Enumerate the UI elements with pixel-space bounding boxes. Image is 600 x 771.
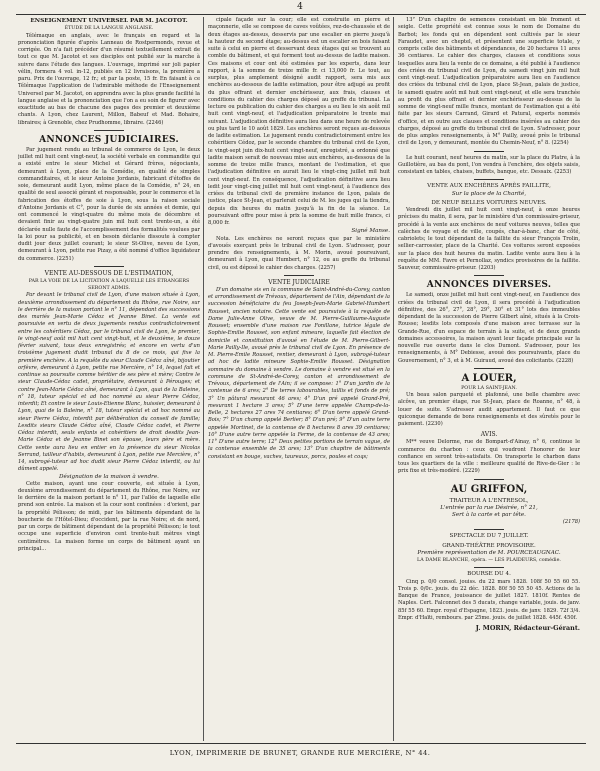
column-2 (208, 17, 390, 739)
printer-imprint: LYON, IMPRIMERIE DE BRUNET, GRANDE RUE MERCIÈRE, N° 44. (169, 749, 431, 757)
a-louer-title: A LOUER, (461, 372, 517, 384)
column-rule (393, 17, 394, 741)
avis-title: AVIS. (480, 431, 498, 439)
column-3 (398, 17, 580, 739)
column-rule (203, 17, 204, 741)
designation-text: Cette maison, ayant une cour couverte, est située à Lyon, deuxième arrondissement du département du Rhône, rue Noire, sur le derrière de la maison portant le n° 11, par l'allée de laquelle elle prend son entrée. La maison et la cour sont confinées : d'orient, par la propriété Pélisson; de midi, par les bâtiments dépendant de la boucherie de l'Hôtel-Dieu; d'occident, par la rue Noire; et de nord, par un corps de bâtiment dépendant de la propriété Pélisson; le tout occupe une superficie d'environ cent trente-huit mètres vingt centimètres. La maison forme un corps de bâtiment ayant un principal... (18, 480, 200, 552)
avis-text: M** veuve Delorme, rue de Bompart-d'Ainay, n° 6, continue le commerce du charbon : ceux qui voudront l'honorer de leur confiance en seront très-satisfaits. On transporte le charbon dans tous les quartiers de la ville : meilleure qualité de Rive-de-Gier : le prix fixe et très-modéré. (2229) (398, 439, 580, 475)
vente-faillite-text: Vendredi dix juillet mil huit cent vingt-neuf, à onze heures précises du matin, il sera, par le ministère d'un commissaire-priseur, procédé à la vente aux enchères de neuf voitures neuves, telles que calèches de voyage et de ville, coupés, char-à-banc, char de côté, cabriolets; le tout dépendant de la faillite du sieur François Trolin, sellier-carrossier, place de la Charité. Ces voitures seront exposées sur la place des huit heures du matin. Ladite vente aura lieu à la requête de MM. Favre et Pernollaz, syndics provisoires de la faillite. Sauveur, commissaire-priseur. (2203) (398, 207, 580, 272)
separator (474, 368, 504, 369)
bottom-rule (16, 743, 586, 744)
bourse-text: Cinq p. 0/0 consol. jouiss. du 22 mars 1828. 108f 50 55 60 55. Trois p. 0/0c. jouis. du 22 déc. 1828. 80f 50 55 50 45. Actions de la Banque de France, jouissance de juillet 1827. 1810f. Rentes de Naples. Cert. Falconnet des 5 ducats, change variable, jouis. de janv. 85f 55 60. Empr. royal d'Espagne, 1823. jouis. de janv. 1829. 72f 3/4. Empr. d'Haïti, rembours. par 25me. jouis. de juillet 1828. 445f. 450f. (398, 578, 580, 621)
annonces-judiciaires-text: Par jugement rendu au tribunal de commerce de Lyon, le deux juillet mil huit cent vingt-neuf, la société verbale en commandite qui a existé entre le sieur Michel et Gérard frères, négociants, demeurant à Lyon, place de la Comédie, en qualité de simples commanditaires, et le sieur Antoine Jordanis, fabricant d'étoffes de soie, demeurant audit Lyon, même place de la Comédie, n° 24, en qualité de seul associé gérant et responsable, pour le commerce et la fabrication des étoffes de soie à Lyon, sous la raison sociale d'Antoine Jordanis et C°, pour la durée de six années et demie, qui ont commencé le vingt-quatre du même mois de décembre et devaient finir au vingt-quatre juin mil huit cent trente-un, a été déclarée nulle faute de l'accomplissement des formalités voulues par la loi pour sa publicité, et en besoin déclarée dissoute à compter dudit jour deux juillet courant; le sieur St-Olive, neveu de Lyon, demeurant à Lyon, petite rue Pizay, a été nommé d'office liquidateur du commerce. (2251) (18, 146, 200, 262)
vente-estimation-title: VENTE AU-DESSOUS DE L'ESTIMATION, (44, 269, 174, 277)
signature: Signé Manse. (351, 228, 390, 235)
enseignement-text: Télémaque en anglais, avec le français en regard et la prononciation figurée d'après Lanneau de Rostpermonds, revue et corrigée. On n'a fait précéder d'un résumé textuellement extrait de tout ce que M. Jacotot et ses disciples ont publié sur la marche à suivre dans l'étude des langues. L'ouvrage, imprimé sur joli papier vélin, formera 4 vol. in-12, publiés en 12 livraisons, la première a paru. Prix de l'ouvrage, 12 fr.; et par la poste, 15 fr. En faisant à ce Télémaque l'application de l'admirable méthode de l'Enseignement Universel par M. Jacotot, on apprendra avec la plus grande facilité la langue anglaise et la prononciation que l'on a eu soin de figurer avec exactitude au bas de chacune des pages des premier et deuxième chants. A Lyon, chez Laurent, Millon, Babeuf et Mad. Bohaire, libraires; à Grenoble, chez Prudhomme, libraire. (2246) (18, 32, 200, 126)
griffon-title: AU GRIFFON, (450, 483, 528, 495)
separator (284, 275, 314, 276)
vente-judiciaire-title: VENTE JUDICIAIRE (268, 278, 330, 286)
separator (474, 567, 504, 568)
griffon-line-1: L'entrée par la rue Désirée, n° 21, (440, 504, 538, 511)
domaine-text: 13° D'un chapitre de semences consistant en blé froment et seigle. Cette propriété est connue sous le nom de Domaine du Barbot; les fonds qui en dépendent sont cultivés par le sieur Faraudet, avec un cheptel, et présentent une superficie totale, y compris celle des bâtiments et dépendances, de 20 hectares 11 ares 36 centiares. Le cahier des charges, clauses et conditions sous lesquelles aura lieu la vente de ce domaine, a été publié à l'audience des criées du tribunal civil de Lyon, du samedi vingt juin mil huit cent vingt-neuf. L'adjudication préparatoire aura lieu en l'audience des criées du tribunal civil de Lyon, place St-Jean, palais de justice, le samedi quatre août mil huit cent vingt-neuf, et elle sera tranchée au profit du plus offrant et dernier enchérisseur au-dessus de la somme de vingt-neuf mille francs, montant de l'estimation qui a été faite par les sieurs Carrand, Girard et Patural, experts nommés d'office, et en outre aux clauses et conditions insérées au cahier des charges, déposé au greffe du tribunal civil de Lyon. S'adresser, pour de plus amples renseignements, à M° Pailly, avoué près le tribunal civil de Lyon, y demeurant, montée du Chemin-Neuf, n° 8. (2254) (398, 17, 580, 147)
vente-continued-text: cipale façade sur la cour; elle est construite en pierre et maçonnerie, elle se compose de caves voûtées, rez-de-chaussée et de deux étages au-dessus, desservis par une escalier en pierre jusqu'à la hauteur du second étage; au-dessus est un escalier en bois faisant suite à celui en pierre et desservant deux étages qui se trouvent au comble du bâtiment, et qui forment tout au-dessus de ladite maison. Ces maisons et cour ont été estimées par les experts, dans leur rapport, à la somme de treize mille fr. ci 13,000 fr. Le tout, au surplus, plus amplement désigné audit rapport, sera mis aux enchères au-dessous de ladite estimation, pour être adjugé au profit du plus offrant et dernier enchérisseur, aux frais, clauses et conditions du cahier des charges déposé au greffe du tribunal. La lecture ou publication du cahier des charges a eu lieu le six août mil huit cent vingt-neuf, et l'adjudication préparatoire le trente mai suivant. L'adjudication définitive aura lieu dans une heure de relevée ou plus tard le 10 août 1829. Les enchères seront reçues au-dessous de ladite estimation. Le jugement rendu contradictoirement entre les cohéritiers Cédoz, par le seconde chambre du tribunal civil de Lyon, le vingt-sept juin dix-huit cent vingt-neuf, enregistré, a ordonné que ladite maison serait de nouveau mise aux enchères, au-dessous de la somme de treize mille francs, montant de l'estimation, et que l'adjudication définitive en aurait lieu le vingt-cinq juillet mil huit cent vingt-neuf. En conséquence, l'adjudication définitive aura lieu ledit jour vingt-cinq juillet mil huit cent vingt-neuf, à l'audience des criées du tribunal civil de première instance de Lyon, palais de justice, place St-Jean, et parlerait celui de M. les juges qui la tiendra, depuis dix heures du matin jusqu'à la fin de la séance. Le poursuivant offre pour mise à prix la somme de huit mille francs, ci 8,000 fr. (208, 17, 390, 226)
enseignement-title: ENSEIGNEMENT UNIVERSEL PAR M. JACOTOT. (30, 18, 188, 24)
spectacle-title: SPECTACLE DU 7 JUILLET. (449, 533, 529, 540)
separator (474, 179, 504, 180)
vente-estimation-text: Par devant le tribunal civil de Lyon, d'une maison située à Lyon, deuxième arrondissement du département du Rhône, rue Noire, sur le derrière de la maison portant le n° 11, dépendant des successions des mariés Jean-Marie Cédoz et Jeanne Binet. La vente est poursuivie en vertu de deux jugements rendus contradictoirement entre les cohéritiers Cédoz, par le tribunal civil de Lyon, le premier, le vingt-neuf août mil huit cent vingt-huit, et le deuxième, le douze février suivant, tous deux enregistrés; et encore en vertu d'un troisième jugement dudit tribunal du 8 de ce mois, qui fixe la première enchère. A la requête du sieur Claude Cédoz aîné, bijoutier orfèvre, demeurant à Lyon, petite rue Mercière, n° 14, lequel fait et continue sa poursuite comme héritier de ses père et mère; Contre le sieur Claude-Cédoz cadet, propriétaire, demeurant à Pérouges; et contre Jean-Marie Cédoz aîné, demeurant à Lyon, quai de la Baleine, n° 18, tuteur spécial et ad hoc nommé au sieur Pierre Cédoz, interdit; Et contre le sieur Louis-Etienne Blanc, huissier, demeurant à Lyon, quai de la Baleine, n° 18, tuteur spécial et ad hoc nommé au sieur Pierre Cédoz, interdit par délibération du conseil de famille; Lesdits sieurs Claude Cédoz aîné, Claude Cédoz cadet, et Pierre Cédoz interdit, seuls enfants et cohéritiers de droit desdits Jean-Marie Cédoz et de Jeanne Binet son épouse, leurs père et mère. Cette vente aura lieu en entier en la présence du sieur Nicolas Serrand, tailleur d'habits, demeurant à Lyon, petite rue Mercière, n° 14, subrogé-tuteur ad hoc dudit sieur Pierre Cédoz interdit, ou lui dûment appelé. (18, 292, 200, 473)
separator (474, 479, 504, 480)
nota-text: Nota. Les enchères ne seront reçues que par le ministère d'avoués exerçant près le tribunal civil de Lyon. S'adresser, pour prendre des renseignements, à M. Morin, avoué poursuivant, demeurant à Lyon, quai Humbert, n° 12, ou au greffe du tribunal civil, ou est déposé le cahier des charges. (2257) (208, 235, 390, 271)
annonces-diverses-title: ANNONCES DIVERSES. (426, 280, 552, 291)
spectacle-subtitle: GRAND-THÉÂTRE PROVISOIRE. (442, 542, 536, 549)
vente-faillite-subtitle: DE NEUF BELLES VOITURES NEUVES. (431, 199, 547, 206)
separator (94, 130, 124, 131)
griffon-code: (2178) (562, 518, 580, 525)
vente-estimation-subtitle: PAR LA VOIE DE LA LICITATION A LAQUELLE LES ÉTRANGERS SERONT ADMIS. (28, 278, 190, 291)
separator (94, 266, 124, 267)
spectacle-line: Première représentation de M. POURCEAUGNAC. (417, 550, 561, 557)
vente-judiciaire-text: D'un domaine sis en la commune de Saint-André-du-Corey, canton et arrondissement de Trévoux, département de l'Ain, dépendant de la succession bénéficiaire du feu Joseph-Jean-Marie Gabriel-Humbert Rousset, ancien notaire. Cette vente est poursuivie à la requête de Dame Julie-Anne Olive, veuve de M. Pierre-Guillaume-Auguste Rousset; ensemble d'une maison rue Fonillane, tutrice légale de Sophie-Emilie Rousset, son enfant mineure, laquelle fait élection de domicile et constitution d'avoué en l'étude de M. Pierre-Gilbert-Marie Pailly-Ile, avoué près le tribunal civil de Lyon. En présence de M. Pierre-Emile Rousset, rentier, demeurant à Lyon, subrogé-tuteur ad hoc de ladite mineure Sophie-Emilie Rousset. Désignation sommaire du domaine à vendre. Le domaine à vendre est situé en la commune de St-André-de-Corey, canton et arrondissement de Trévoux, département de l'Ain; il se compose: 1° D'un jardin de la contenue de 6 ares; 2° De terres labourables, taillis et fonds de pré; 3° Un pâtural mesurant 46 ares; 4° D'un pré appelé Grand-Pré, mesurant 1 hectare 3 ares; 5° D'une terre appelée Champ-de-la-Belle, 2 hectares 27 ares 74 centiares; 6° D'un terre appelé Grand-Bois; 7° D'un champ appelé Berlier; 8° D'un pré; 9° D'un autre terre appelée Mortinet, de la contenue de 8 hectares 8 ares 39 centiares; 10° D'une autre terre appelée la Ferme, de la contenue de 43 ares; 11° D'une autre terre; 12° Deux petites portions de terrain vague, de la contenue ensemble de 35 ares; 13° D'un chapitre de bâtiments consistant en bouge, vaches, taureaux, porcs, poules et coqs; (208, 286, 390, 460)
redacteur-gerant: J. MORIN, Rédacteur-Gérant. (475, 624, 580, 633)
separator (474, 151, 504, 152)
bourse-title: BOURSE DU 4. (467, 571, 511, 578)
separator (474, 275, 504, 276)
enseignement-subtitle: ÉTUDE DE LA LANGUE ANGLAISE. (64, 26, 154, 32)
a-louer-text: Un beau salon parqueté et plafonné, une belle chambre avec alcôve, un premier étage, rue St-Jean, place de Roanne, n° 48, à louer de suite. S'adresser audit appartement. Il faut ce que quiconque demande de bons renseignements et des sûretés pour le paiement. (2230) (398, 392, 580, 428)
designation-heading: Désignation de la maison à vendre. (59, 473, 159, 480)
separator (474, 529, 504, 530)
griffon-subtitle: TRAITEUR A L'ENTRESOL, (449, 497, 529, 504)
annonces-diverses-text: Le samedi, onze juillet mil huit cent vingt-neuf, en l'audience des criées du tribunal civil de Lyon, il sera procédé à l'adjudication définitive, des 26°, 27°, 28°, 29°, 30° et 31° lots des immeubles dépendant de la succession de Pierre Gilbert aîné, situés à la Croix-Rousse; lesdits lots composés d'une maison avec terrasse sur la Grande-Rue, d'un espace de terrain à la suite, et de deux grands domaines accessoires, la maison ayant leur façade principale sur la nouvelle rue ouverte dans le clos Dumont. S'adresser, pour les renseignements, à M° Debiesse, avoué des poursuivants, place du Gouvernement, n° 3, et à M. Guiraud, avoué des colicitants. (2228) (398, 292, 580, 364)
guillotiere-sale-text: Le huit courant, neuf heures du matin, sur la place du Platre, à la Guillotière, au bas du pont, l'on vendra à l'enchère, des objets saisis, consistant en tables, chaises, buffets, banque, etc. Dessaix. (2253) (398, 154, 580, 175)
a-louer-subtitle: POUR LA SAINT-JEAN. (461, 385, 517, 391)
annonces-judiciaires-title: ANNONCES JUDICIAIRES. (39, 134, 179, 145)
spectacle-line-2: LA DAME BLANCHE, opéra. — LES PLAIDEURS, comédie. (417, 558, 561, 564)
column-1 (18, 17, 200, 739)
top-rule (16, 14, 586, 15)
page-number: 4 (297, 2, 303, 12)
vente-faillite-place: Sur la place de la Charité, (451, 190, 527, 197)
vente-faillite-title: VENTE AUX ENCHÈRES APRÈS FAILLITE, (427, 183, 551, 190)
griffon-line-2: Sert à la carte et par tête. (452, 511, 526, 518)
